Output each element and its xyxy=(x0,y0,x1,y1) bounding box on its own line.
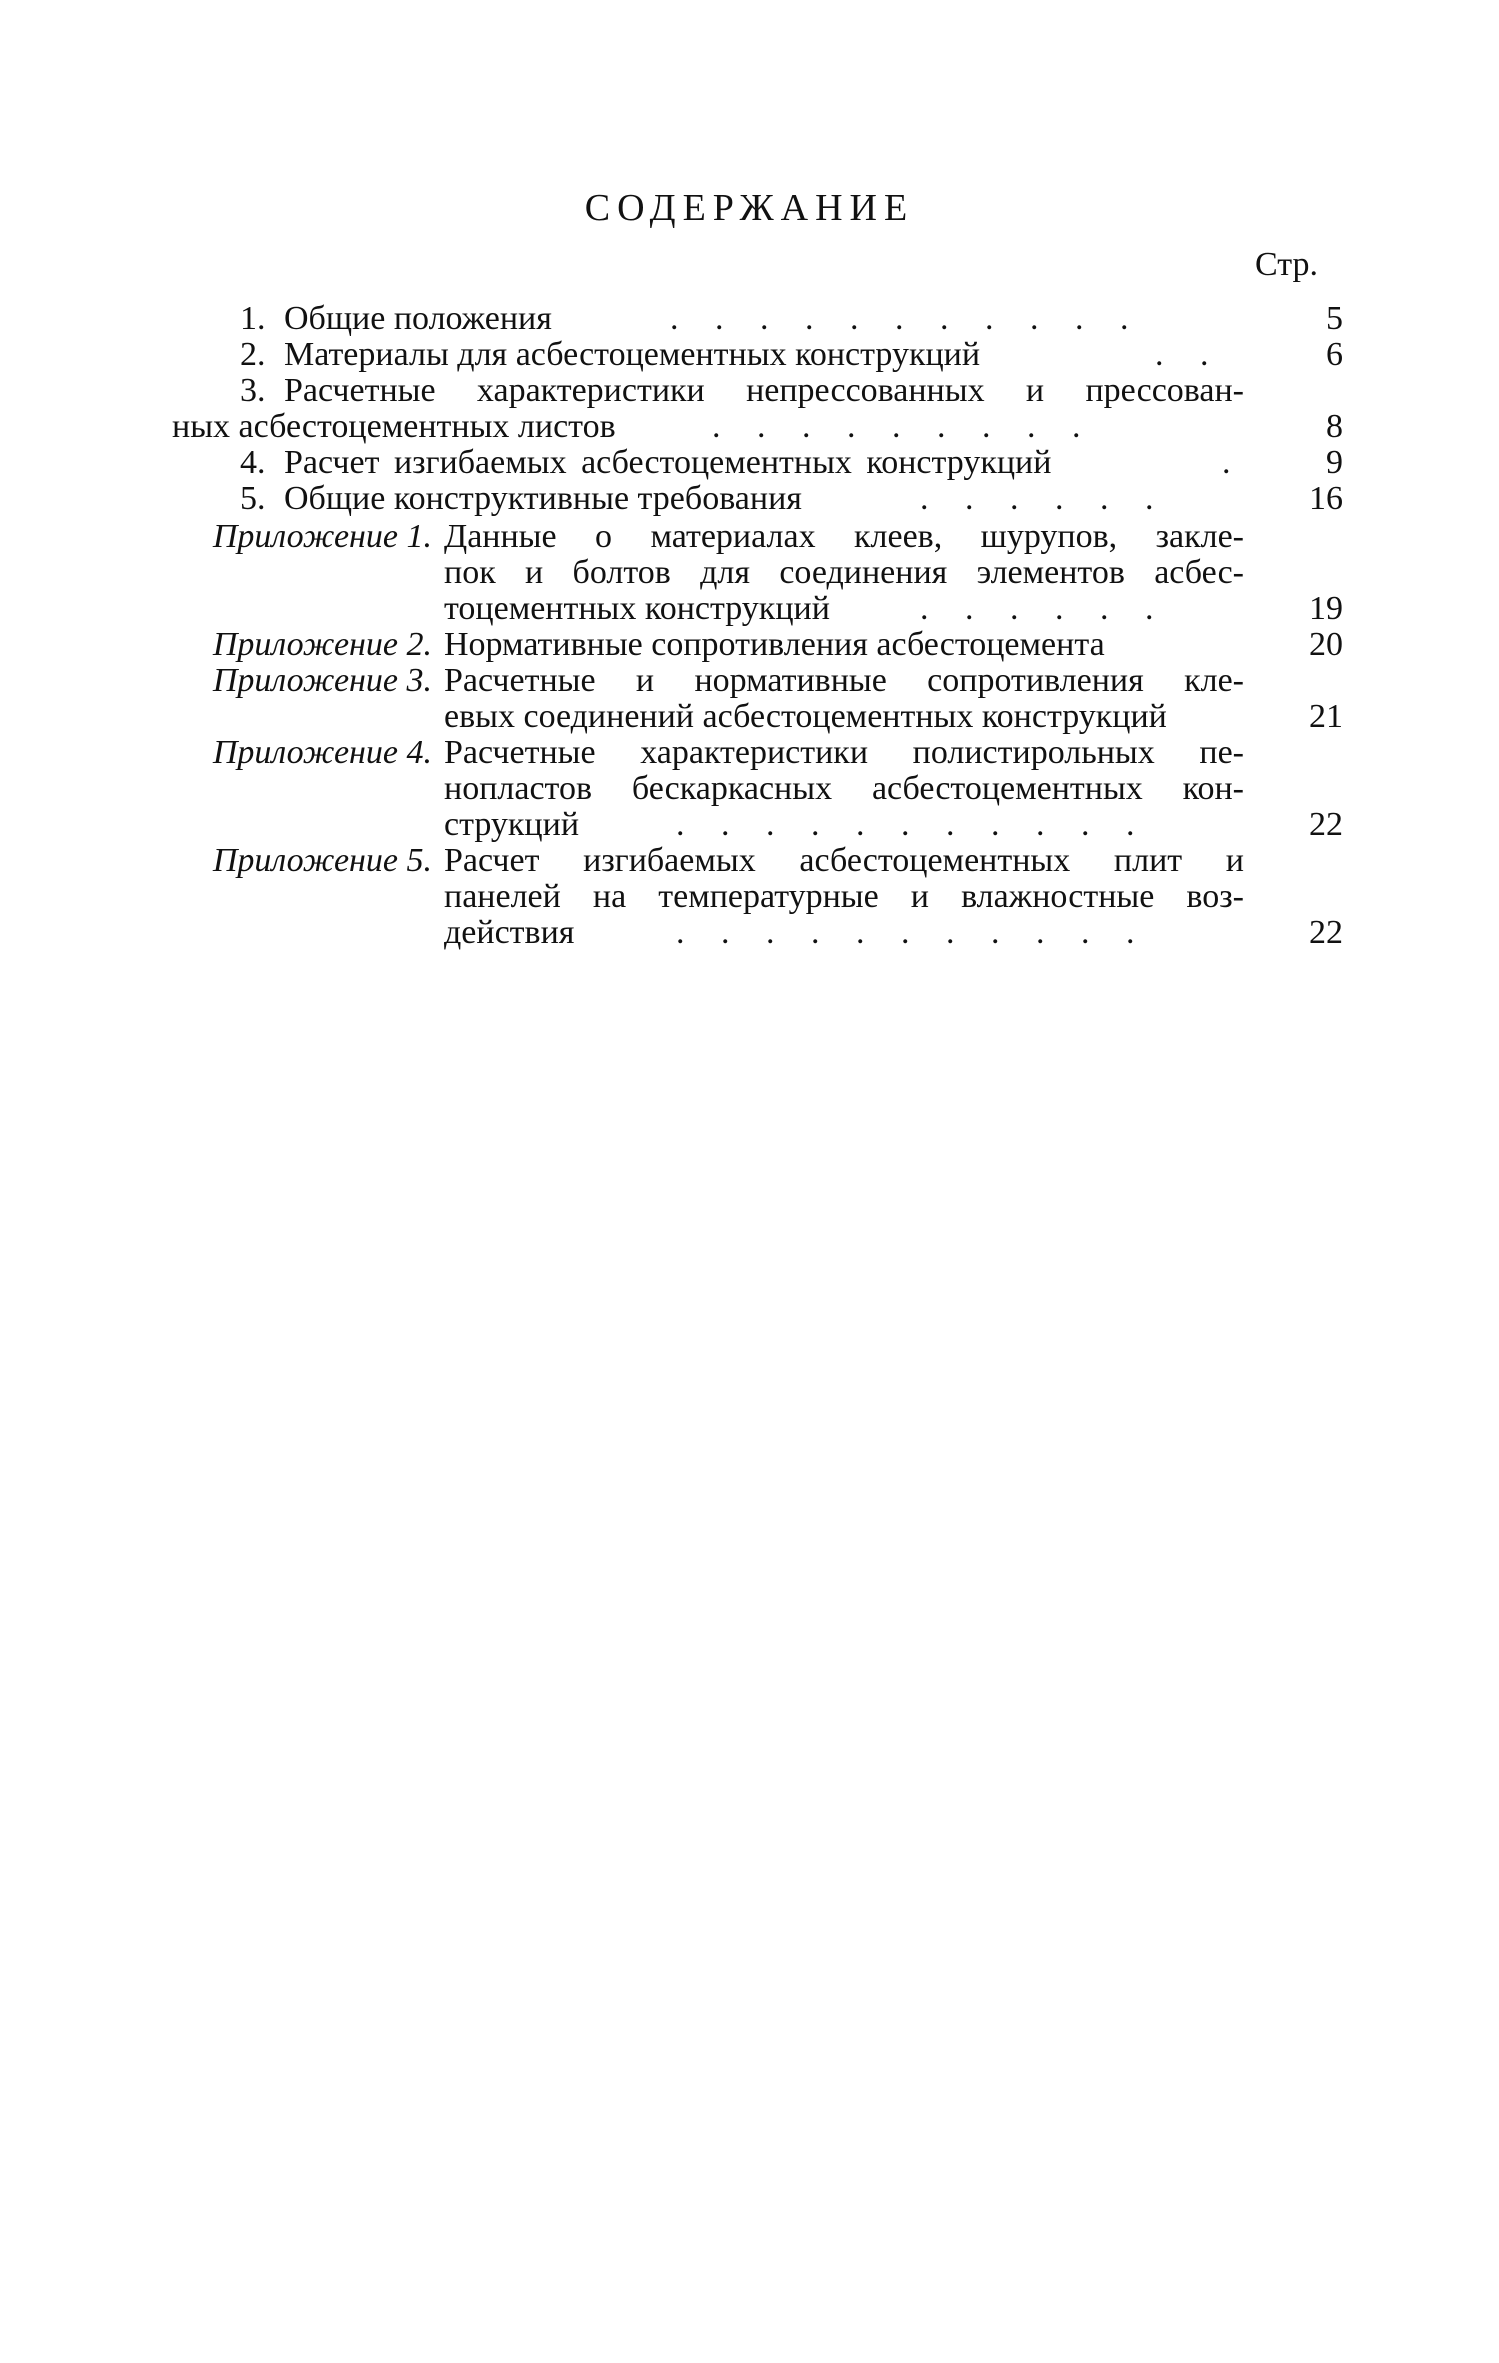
appendix-text: панелей на температурные и влажностные воз- xyxy=(444,878,1244,915)
appendix-text: нопластов бескаркасных асбестоцементных кон- xyxy=(444,770,1244,807)
toc-page-number: 5 xyxy=(1326,300,1343,337)
toc-leader-dots: . . . . . . . . . xyxy=(712,408,1095,445)
appendix-text: Расчет изгибаемых асбестоцементных плит и xyxy=(444,842,1244,879)
toc-page-number: 21 xyxy=(1309,698,1343,735)
appendix-label: Приложение 1. xyxy=(212,518,432,555)
page-title: СОДЕРЖАНИЕ xyxy=(584,187,915,229)
toc-item-text: Общие положения xyxy=(284,300,552,337)
appendix-text: евых соединений асбестоцементных конструкций xyxy=(444,698,1167,735)
toc-page-number: 19 xyxy=(1309,590,1343,627)
appendix-text: Расчетные и нормативные сопротивления кле- xyxy=(444,662,1244,699)
toc-item-text: Расчет изгибаемых асбестоцементных конструкций xyxy=(284,444,1052,481)
appendix-text: действия xyxy=(444,914,575,951)
appendix-label: Приложение 5. xyxy=(212,842,432,879)
toc-item-number: 5. xyxy=(240,480,266,517)
toc-leader-dots: . . . . . . xyxy=(920,480,1168,517)
toc-item-number: 2. xyxy=(240,336,266,373)
appendix-label: Приложение 2. xyxy=(212,626,432,663)
toc-page-number: 20 xyxy=(1309,626,1343,663)
toc-item-text: Расчетные характеристики непрессованных и прессован- xyxy=(284,372,1244,409)
toc-page-number: 6 xyxy=(1326,336,1343,373)
toc-page-number: 22 xyxy=(1309,806,1343,843)
toc-page-number: 9 xyxy=(1326,444,1343,481)
toc-item-text: Общие конструктивные требования xyxy=(284,480,802,517)
toc-leader-dots: . . . . . . . . . . . xyxy=(670,300,1143,337)
page-column-label: Стр. xyxy=(1255,246,1319,283)
appendix-text: тоцементных конструкций xyxy=(444,590,830,627)
appendix-text: Расчетные характеристики полистирольных пе- xyxy=(444,734,1244,771)
appendix-text: Данные о материалах клеев, шурупов, закле- xyxy=(444,518,1244,555)
appendix-text: струкций xyxy=(444,806,580,843)
toc-page-number: 16 xyxy=(1309,480,1343,517)
toc-item-text: Материалы для асбестоцементных конструкций xyxy=(284,336,981,373)
toc-leader-dots: . . . . . . . . . . . xyxy=(676,914,1149,951)
toc-page-number: 8 xyxy=(1326,408,1343,445)
toc-leader-dots: . . xyxy=(1155,336,1223,373)
toc-item-text-cont: ных асбестоцементных листов xyxy=(172,408,616,445)
toc-page-number: 22 xyxy=(1309,914,1343,951)
toc-leader-dots: . xyxy=(1222,444,1231,481)
appendix-text: Нормативные сопротивления асбестоцемента xyxy=(444,626,1105,663)
appendix-label: Приложение 4. xyxy=(212,734,432,771)
appendix-label: Приложение 3. xyxy=(212,662,432,699)
toc-item-number: 3. xyxy=(240,372,266,409)
toc-item-number: 4. xyxy=(240,444,266,481)
appendix-text: пок и болтов для соединения элементов асбес- xyxy=(444,554,1244,591)
toc-leader-dots: . . . . . . . . . . . xyxy=(676,806,1149,843)
toc-leader-dots: . . . . . . xyxy=(920,590,1168,627)
toc-item-number: 1. xyxy=(240,300,266,337)
